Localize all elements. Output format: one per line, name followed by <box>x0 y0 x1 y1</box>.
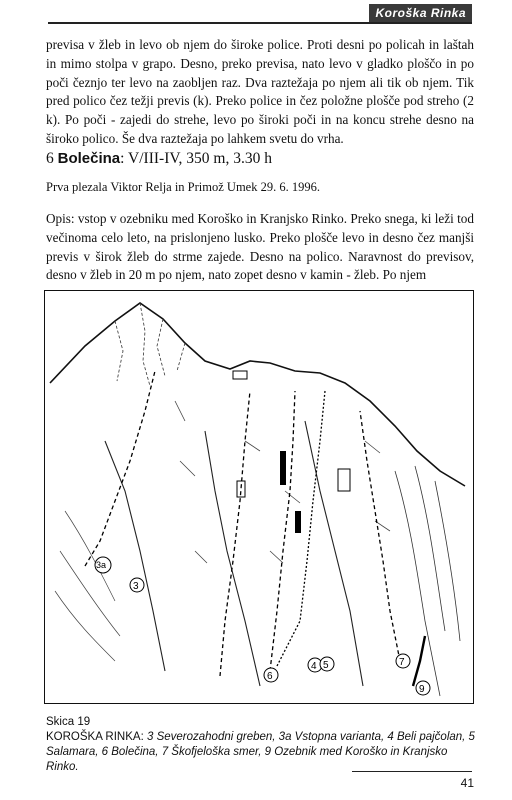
route-name: Bolečina <box>57 150 121 167</box>
gully-right <box>305 421 363 686</box>
route-line-3 <box>85 371 155 566</box>
route-marker-6 <box>264 668 278 682</box>
route-marker-9-label: 9 <box>419 684 425 695</box>
route-marker-6-label: 6 <box>267 671 273 682</box>
route-marker-3 <box>130 578 144 592</box>
block-symbol <box>295 511 301 533</box>
block-symbol <box>338 469 350 491</box>
route-line-5 <box>270 391 295 671</box>
running-header-title: Koroška Rinka <box>369 4 472 22</box>
route-marker-7-label: 7 <box>399 657 405 668</box>
first-ascent-note: Prva plezala Viktor Relja in Primož Umek 29. 6. 1996. <box>46 180 320 194</box>
topo-sketch-drawing <box>45 291 472 702</box>
route-line-9 <box>413 636 425 686</box>
left-face-hatching <box>55 511 120 661</box>
page-number: 41 <box>460 776 474 790</box>
caption-title: KOROŠKA RINKA: <box>46 731 144 743</box>
route-marker-9 <box>416 681 430 695</box>
gully-center <box>205 431 260 686</box>
route-marker-3-label: 3 <box>133 581 139 592</box>
route-number: 6 <box>46 150 54 167</box>
block-symbol <box>233 371 247 379</box>
caption-body: 3 Severozahodni greben, 3a Vstopna varianta, 4 Beli pajčolan, 5 Salamara, 6 Bolečina, 7 Škofjeloška smer, 9 Ozebnik med Koroško in Kranjsko Rinko. <box>46 731 475 773</box>
gully-left <box>105 441 165 671</box>
running-header <box>48 4 472 24</box>
route-heading <box>46 150 272 168</box>
route-line-4 <box>220 391 250 676</box>
route-description-continued: previsa v žleb in levo ob njem do široke police. Proti desni po policah in laštah in mimo stolpa v grapo. Desno, preko previsa, nato levo v gladko ploščo in po poči čeznjo ter levo na zaobljen raz. Dva raztežaja po njem ali tik ob njem. Tik pred polico čez težji previs (k). Preko police in čez položne plošče pod streho (2 k). Po poči - zajedi do strehe, levo po široki poči in na koncu strehe desno na široko polico. Še dva raztežaja po lahkem svetu do vrha. <box>46 37 474 146</box>
route-marker-7 <box>396 654 410 668</box>
ridge-shading <box>115 303 185 386</box>
route-marker-5-label: 5 <box>323 660 329 671</box>
route-description: Opis: vstop v ozebniku med Koroško in Kranjsko Rinko. Preko snega, ki leži tod večinoma celo leto, na prislonjeno lusko. Preko plošče levo in desno čez manjši previs v širok žleb do strme zajede. Desno na polico. Naravnost do previsov, desno v žleb in 20 m po njem, nato zopet desno v kamin - žleb. Po njem <box>46 211 474 283</box>
route-line-7 <box>360 411 400 661</box>
route-marker-3a <box>95 557 111 573</box>
caption-number: Skica 19 <box>46 716 91 728</box>
block-symbol <box>280 451 286 485</box>
route-marker-4-label: 4 <box>311 661 317 672</box>
route-marker-3a-label: 3a <box>96 560 107 570</box>
topo-sketch <box>44 290 474 704</box>
route-details: : V/III-IV, 350 m, 3.30 h <box>120 150 272 167</box>
footer-rule <box>352 771 472 772</box>
route-marker-5 <box>320 657 334 671</box>
caption <box>46 730 476 775</box>
